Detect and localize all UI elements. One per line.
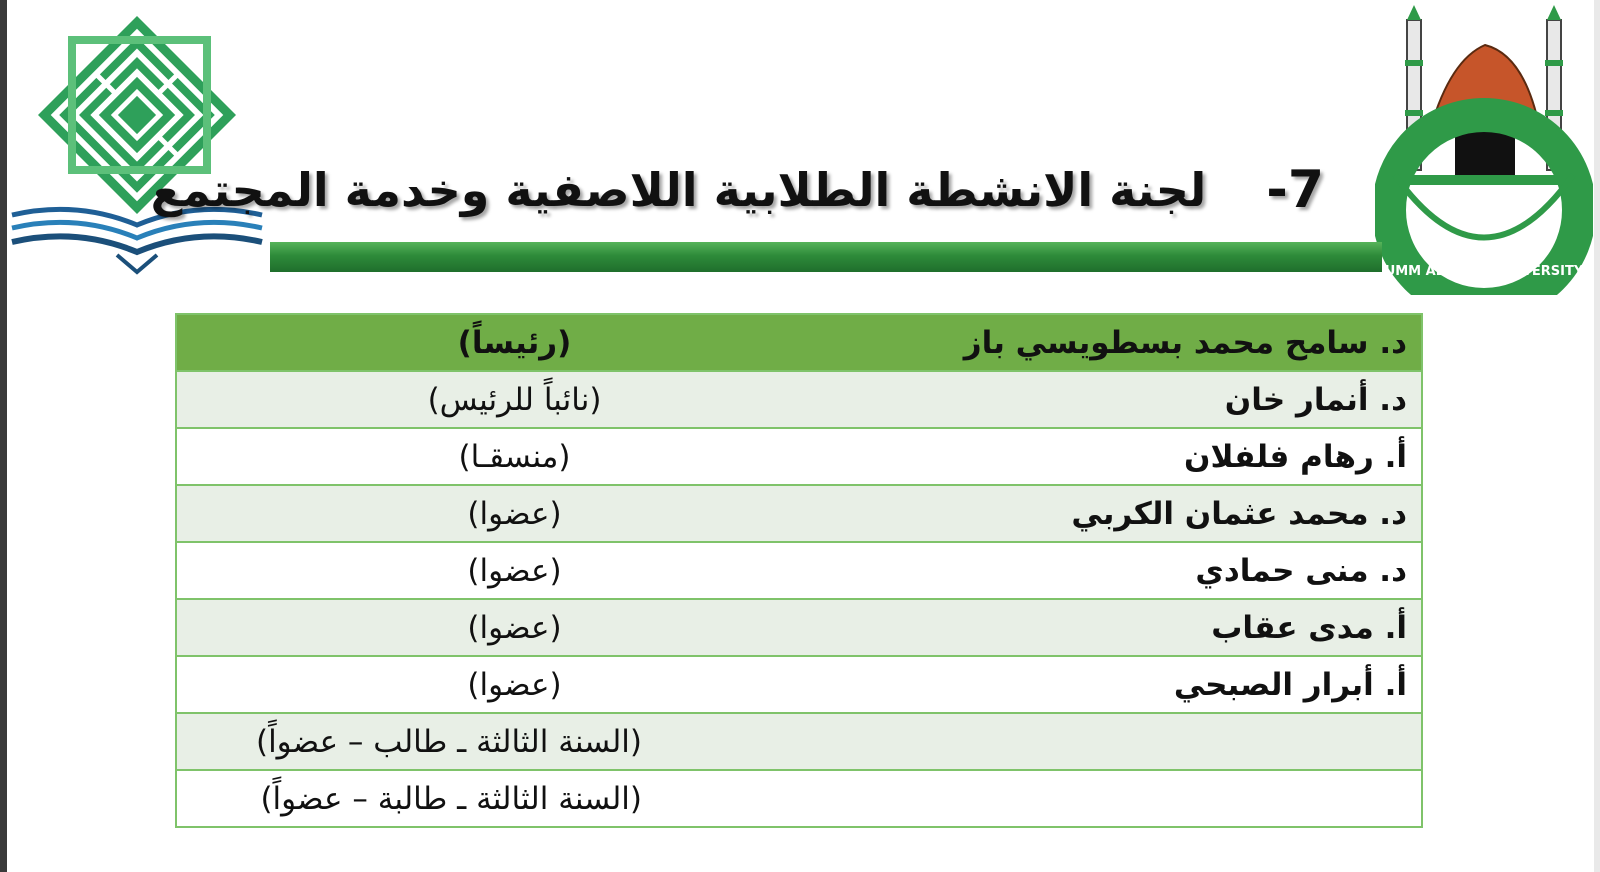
member-name — [642, 713, 1422, 770]
member-role: (عضوا) — [176, 485, 642, 542]
member-role: (منسقـا) — [176, 428, 642, 485]
slide-header — [7, 0, 1594, 300]
title-text: لجنة الانشطة الطلابية اللاصفية وخدمة المجتمع — [150, 163, 1207, 217]
member-name: د. أنمار خان — [642, 371, 1422, 428]
umm-al-qura-university-seal-icon — [1375, 0, 1593, 295]
slide-title — [151, 150, 1324, 230]
table-row — [176, 485, 1422, 542]
member-name: أ. مدى عقاب — [642, 599, 1422, 656]
member-name: د. سامح محمد بسطويسي باز — [642, 314, 1422, 371]
calligraphy-book-logo-icon — [7, 0, 272, 295]
member-role: (عضوا) — [176, 542, 642, 599]
table-header-row — [176, 314, 1422, 371]
committee-members-table — [175, 313, 1423, 828]
right-edge — [1594, 0, 1600, 872]
member-role: (نائباً للرئيس) — [176, 371, 642, 428]
member-name: د. محمد عثمان الكربي — [642, 485, 1422, 542]
member-role: (السنة الثالثة ـ طالب – عضواً) — [176, 713, 642, 770]
table-row — [176, 428, 1422, 485]
seal-text: UMM AL-QURA UNIVERSITY — [1384, 264, 1584, 279]
title-underline-bar — [270, 242, 1382, 272]
member-name: د. منى حمادي — [642, 542, 1422, 599]
member-role: (عضوا) — [176, 656, 642, 713]
member-role: (السنة الثالثة ـ طالبة – عضواً) — [176, 770, 642, 827]
member-role: (رئيساً) — [176, 314, 642, 371]
member-name: أ. أبرار الصبحي — [642, 656, 1422, 713]
table-row — [176, 371, 1422, 428]
member-name: أ. رهام فلفلان — [642, 428, 1422, 485]
member-name — [642, 770, 1422, 827]
table-row — [176, 542, 1422, 599]
member-role: (عضوا) — [176, 599, 642, 656]
table-row — [176, 599, 1422, 656]
left-edge — [0, 0, 7, 872]
table-row — [176, 656, 1422, 713]
section-number: -7 — [1266, 160, 1324, 220]
table-row — [176, 713, 1422, 770]
table-row — [176, 770, 1422, 827]
